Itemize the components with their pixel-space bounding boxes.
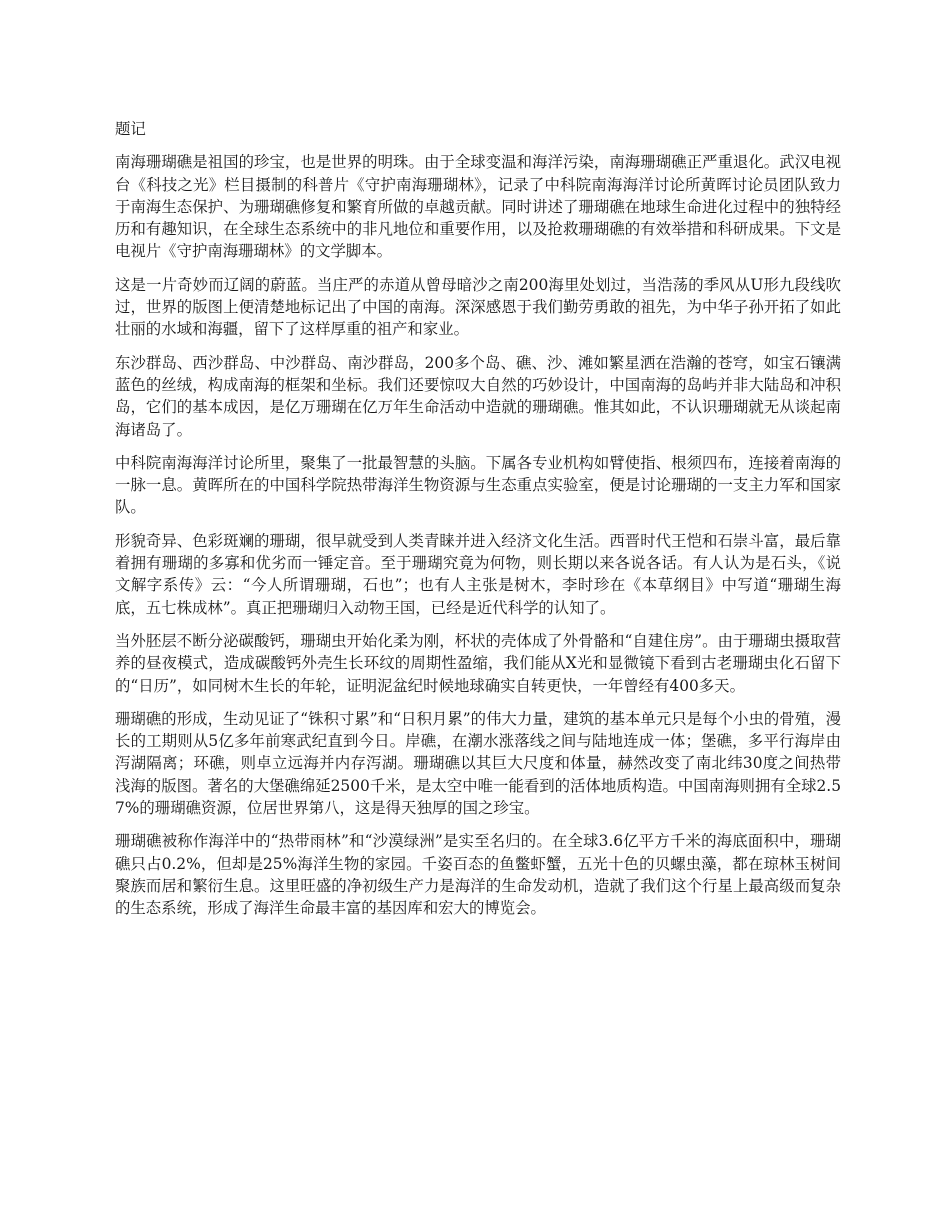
paragraph: 珊瑚礁的形成，生动见证了“铢积寸累”和“日积月累”的伟大力量，建筑的基本单元只是每个小虫的骨殖，漫长的工期则从5亿多年前寒武纪直到今日。岸礁，在潮水涨落线之间与陆地连成一体；堡礁，多平行海岸由泻湖隔离；环礁，则卓立远海并内存泻湖。珊瑚礁以其巨大尺度和体量，赫然改变了南北纬30度之间热带浅海的版图。著名的大堡礁绵延2500千米，是太空中唯一能看到的活体地质构造。中国南海则拥有全球2.57%的珊瑚礁资源，位居世界第八，这是得天独厚的国之珍宝。	[115, 709, 841, 818]
paragraph: 中科院南海海洋讨论所里，聚集了一批最智慧的头脑。下属各专业机构如臂使指、根须四布，连接着南海的一脉一息。黄晖所在的中国科学院热带海洋生物资源与生态重点实验室，便是讨论珊瑚的一支主力军和国家队。	[115, 453, 841, 517]
document-body	[115, 118, 841, 931]
paragraph: 这是一片奇妙而辽阔的蔚蓝。当庄严的赤道从曾母暗沙之南200海里处划过，当浩荡的季风从U形九段线吹过，世界的版图上便清楚地标记出了中国的南海。深深感恩于我们勤劳勇敢的祖先，为中华子孙开拓了如此壮丽的水域和海疆，留下了这样厚重的祖产和家业。	[115, 275, 841, 339]
paragraph: 当外胚层不断分泌碳酸钙，珊瑚虫开始化柔为刚，杯状的壳体成了外骨骼和“自建住房”。由于珊瑚虫摄取营养的昼夜模式，造成碳酸钙外壳生长环纹的周期性盈缩，我们能从X光和显微镜下看到古老珊瑚虫化石留下的“日历”，如同树木生长的年轮，证明泥盆纪时候地球确实自转更快，一年曾经有400多天。	[115, 631, 841, 695]
paragraph: 东沙群岛、西沙群岛、中沙群岛、南沙群岛，200多个岛、礁、沙、滩如繁星洒在浩瀚的苍穹，如宝石镶满蓝色的丝绒，构成南海的框架和坐标。我们还要惊叹大自然的巧妙设计，中国南海的岛屿并非大陆岛和冲积岛，它们的基本成因，是亿万珊瑚在亿万年生命活动中造就的珊瑚礁。惟其如此，不认识珊瑚就无从谈起南海诸岛了。	[115, 353, 841, 439]
paragraph: 珊瑚礁被称作海洋中的“热带雨林”和“沙漠绿洲”是实至名归的。在全球3.6亿平方千米的海底面积中，珊瑚礁只占0.2%，但却是25%海洋生物的家园。千姿百态的鱼鳖虾蟹，五光十色的贝螺虫藻，都在琼林玉树间聚族而居和繁衍生息。这里旺盛的净初级生产力是海洋的生命发动机，造就了我们这个行星上最高级而复杂的生态系统，形成了海洋生命最丰富的基因库和宏大的博览会。	[115, 832, 841, 918]
paragraph: 形貌奇异、色彩斑斓的珊瑚，很早就受到人类青睐并进入经济文化生活。西晋时代王恺和石崇斗富，最后靠着拥有珊瑚的多寡和优劣而一锤定音。至于珊瑚究竟为何物，则长期以来各说各话。有人认为是石头，《说文解字系传》云：“今人所谓珊瑚，石也”；也有人主张是树木，李时珍在《本草纲目》中写道“珊瑚生海底，五七株成林”。真正把珊瑚归入动物王国，已经是近代科学的认知了。	[115, 531, 841, 617]
paragraph: 南海珊瑚礁是祖国的珍宝，也是世界的明珠。由于全球变温和海洋污染，南海珊瑚礁正严重退化。武汉电视台《科技之光》栏目摄制的科普片《守护南海珊瑚林》，记录了中科院南海海洋讨论所黄晖讨论员团队致力于南海生态保护、为珊瑚礁修复和繁育所做的卓越贡献。同时讲述了珊瑚礁在地球生命进化过程中的独特经历和有趣知识，在全球生态系统中的非凡地位和重要作用，以及抢救珊瑚礁的有效举措和科研成果。下文是电视片《守护南海珊瑚林》的文学脚本。	[115, 153, 841, 261]
document-heading: 题记	[115, 120, 146, 138]
